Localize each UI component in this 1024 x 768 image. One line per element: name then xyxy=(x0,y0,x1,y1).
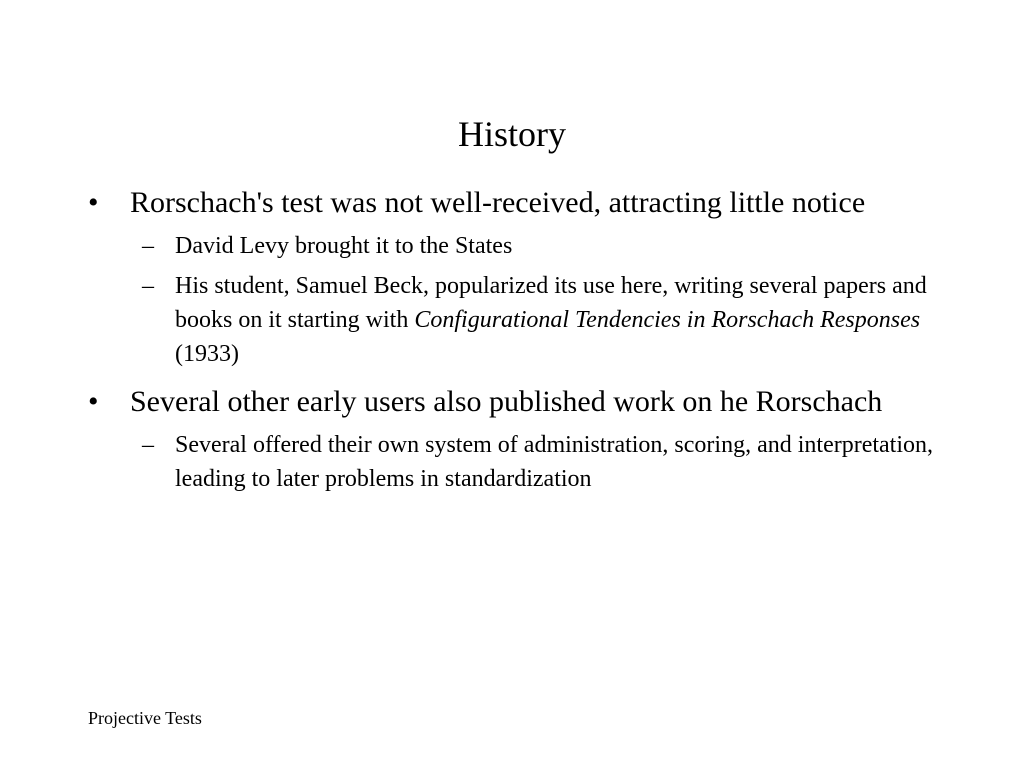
sub-bullet-item xyxy=(133,229,948,263)
bullet-icon: • xyxy=(88,385,99,418)
sub-bullet-text-before: His student, Samuel Beck, popularized its use here, writing several papers and books on it starting with xyxy=(175,273,927,333)
dash-icon: – xyxy=(142,432,154,458)
sub-bullet-text: David Levy brought it to the States xyxy=(175,233,513,259)
bullet-icon: • xyxy=(88,186,99,219)
bullet-item xyxy=(88,381,948,422)
sub-bullet-text-after: (1933) xyxy=(175,341,239,367)
sub-bullet-list xyxy=(88,229,948,371)
bullet-item xyxy=(88,182,948,223)
dash-icon: – xyxy=(142,273,154,299)
dash-icon: – xyxy=(142,233,154,259)
sub-bullet-item xyxy=(133,269,948,371)
sub-bullet-text: Several offered their own system of administration, scoring, and interpretation, leading to later problems in standardization xyxy=(175,432,934,492)
slide-footer: Projective Tests xyxy=(88,708,202,728)
slide-content xyxy=(88,182,948,506)
sub-bullet-text xyxy=(175,273,927,367)
bullet-text: Several other early users also published work on he Rorschach xyxy=(130,385,883,418)
book-title: Configurational Tendencies in Rorschach Responses xyxy=(414,307,921,333)
slide-title: History xyxy=(458,114,566,154)
sub-bullet-item xyxy=(133,428,948,496)
bullet-text: Rorschach's test was not well-received, attracting little notice xyxy=(130,186,866,219)
sub-bullet-list xyxy=(88,428,948,496)
